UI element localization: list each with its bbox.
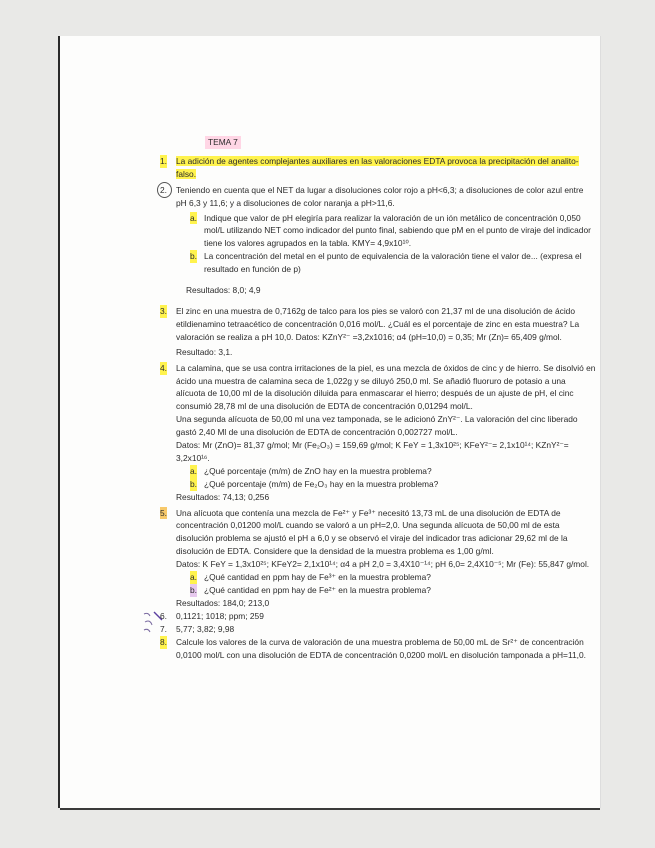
question-5-datos: Datos: K FeY = 1,3x10²⁵; KFeY2= 2,1x10¹⁴; α4 a pH 2,0 = 3,4X10⁻¹⁴; pH 6,0= 2,4X10⁻⁵; Mr (Fe): 55,847 g/mol. (176, 559, 590, 570)
question-text: 0,1121; 1018; ppm; 259 (176, 610, 264, 621)
subquestion-text: ¿Qué porcentaje (m/m) de ZnO hay en la muestra problema? (204, 465, 432, 476)
question-4 (146, 362, 596, 414)
subquestion-text: ¿Qué cantidad en ppm hay de Fe³⁺ en la muestra problema? (204, 572, 431, 583)
question-text: 5,77; 3,82; 9,98 (176, 623, 235, 634)
subquestion-label: b. (190, 585, 197, 595)
results-4: Resultados: 74,13; 0,256 (176, 491, 270, 502)
subquestion-label: a. (190, 465, 197, 476)
question-4-text2: Una segunda alícuota de 50,00 ml una vez tamponada, se le adicionó ZnY²⁻. La valoración del cinc liberado gastó 2,40 Ml de una disolución de EDTA de concentración 0,002727 mol/L. (176, 414, 578, 438)
question-text: Teniendo en cuenta que el NET da lugar a disoluciones color rojo a pH<6,3; a disoluciones de color azul entre pH 6,3 y 11,6; y a disoluciones de color naranja a pH>11,6. (176, 184, 584, 208)
question-text: Calcule los valores de la curva de valoración de una muestra problema de 50,00 mL de Sr²⁺ de concentración 0,0100 mol/L con una disolución de EDTA de concentración 0,0200 mol/L en disolución tamponada a pH=11,0. (176, 636, 586, 660)
question-7 (146, 623, 596, 636)
question-text: La calamina, que se usa contra irritaciones de la piel, es una mezcla de óxidos de cinc y de hierro. Se disolvió en ácido una muestra de calamina seca de 1,022g y se diluyó 250,0 ml. Se añadió fluoruro de potasio a una alícuota de 10,00 ml de la disolución diluida para enmascarar el hierro; después de un ajuste de pH, el cinc consumió 28,78 ml de una disolución de EDTA de concentración 0,01294 mol/L. (176, 362, 596, 412)
document-page (60, 36, 600, 808)
question-text: La adición de agentes complejantes auxiliares en las valoraciones EDTA provoca la precipitación del analito- falso. (176, 155, 579, 179)
question-number: 4. (160, 362, 167, 373)
subquestion-label: a. (190, 572, 197, 583)
results-5: Resultados: 184,0; 213,0 (176, 597, 270, 608)
subquestion-label: a. (190, 212, 197, 223)
question-number: 7. (160, 623, 167, 634)
question-1 (146, 155, 596, 181)
question-number: 2. (160, 184, 167, 195)
question-number: 8. (160, 636, 167, 647)
document-content (146, 136, 596, 661)
subquestion-4a (146, 465, 596, 478)
subquestion-label: b. (190, 478, 197, 489)
subquestion-text: ¿Qué cantidad en ppm hay de Fe²⁺ en la muestra problema? (204, 585, 431, 595)
question-6 (146, 610, 596, 623)
question-number: 5. (160, 507, 167, 518)
subquestion-2b (146, 250, 596, 276)
question-3 (146, 305, 596, 344)
question-number: 3. (160, 305, 167, 316)
results-3: Resultado: 3,1. (176, 346, 233, 357)
results-2: Resultados: 8,0; 4,9 (186, 285, 261, 296)
question-number: 6. (160, 610, 167, 621)
question-4-datos: Datos: Mr (ZnO)= 81,37 g/mol; Mr (Fe₂O₃) = 159,69 g/mol; K FeY = 1,3x10²⁵; KFeY²⁻= 2,1x10¹⁴; KZnY²⁻= 3,2x10¹⁶. (176, 440, 569, 463)
question-text: Una alícuota que contenía una mezcla de Fe²⁺ y Fe³⁺ necesitó 13,73 mL de una disolución de EDTA de concentración 0,01200 mol/L cuando se valoró a un pH=2,0. Una segunda alícuota de 50,00 ml de esta disolución problema se ajustó el pH a 6,0 y se observó el viraje del indicador tras adicionar 29,62 ml de la disolución de EDTA. Considere que la densidad de la muestra problema es 1,00 g/ml. (176, 507, 568, 557)
subquestion-5b (146, 584, 596, 597)
question-8 (146, 636, 596, 662)
subquestion-4b (146, 478, 596, 491)
subquestion-text: ¿Qué porcentaje (m/m) de Fe₂O₃ hay en la muestra problema? (204, 478, 439, 489)
subquestion-text: Indique que valor de pH elegiría para realizar la valoración de un ión metálico de concentración 0,050 mol/L utilizando NET como indicador del punto final, sabiendo que pM en el punto de viraje del indicador tiene los valores agrupados en la tabla. KMY= 4,9x10¹⁰. (204, 212, 591, 249)
question-text: El zinc en una muestra de 0,7162g de talco para los pies se valoró con 21,37 ml de una disolución de ácido etildienamino tetraacético de concentración 0,016 mol/L. ¿Cuál es el porcentaje de zinc en esta muestra? La valoración se realiza a pH 10,0. Datos: KZnY²⁻ =3,2x1016; α4 (pH=10,0) = 0,35; Mr (Zn)= 65,409 g/mol. (176, 305, 580, 342)
question-5 (146, 507, 596, 559)
subquestion-label: b. (190, 251, 197, 262)
subquestion-2a (146, 212, 596, 251)
question-number: 1. (160, 155, 167, 166)
page-title: TEMA 7 (205, 136, 241, 149)
subquestion-5a (146, 571, 596, 584)
subquestion-text: La concentración del metal en el punto de equivalencia de la valoración tiene el valor de... (expresa el resultado en función de p) (204, 251, 582, 275)
question-2 (146, 184, 596, 210)
